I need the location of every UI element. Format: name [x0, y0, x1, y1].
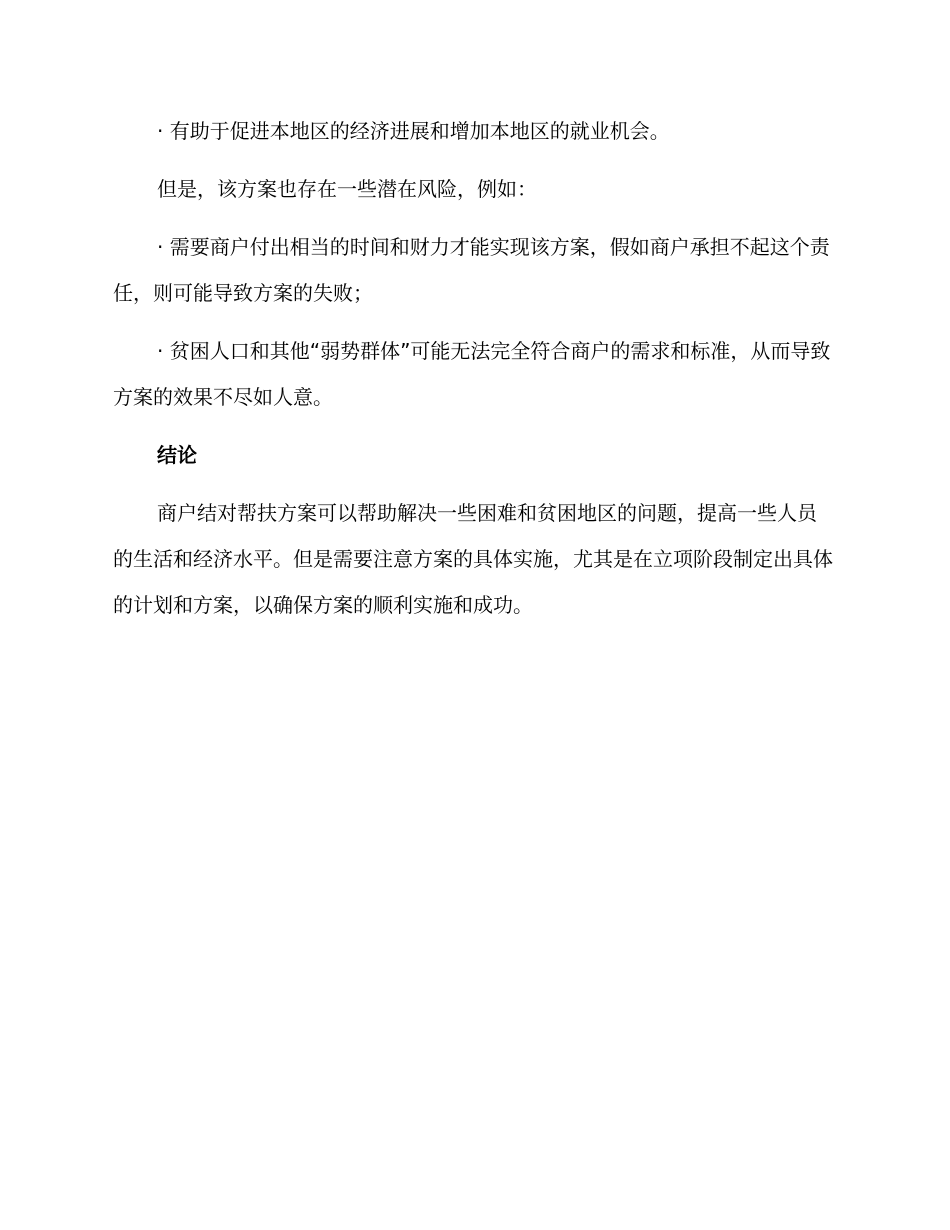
bullet-paragraph-risk-standards: · 贫困人口和其他“弱势群体”可能无法完全符合商户的需求和标准，从而导致方案的效果不尽如人意。 — [113, 339, 831, 409]
risk-intro-paragraph: 但是，该方案也存在一些潜在风险，例如： — [157, 177, 537, 201]
section-heading-conclusion: 结论 — [157, 443, 197, 467]
conclusion-paragraph: 商户结对帮扶方案可以帮助解决一些困难和贫困地区的问题，提高一些人员的生活和经济水平。但是需要注意方案的具体实施，尤其是在立项阶段制定出具体的计划和方案，以确保方案的顺利实施和成功。 — [113, 501, 833, 617]
bullet-paragraph-risk-cost: · 需要商户付出相当的时间和财力才能实现该方案，假如商户承担不起这个责任，则可能导致方案的失败； — [113, 235, 830, 305]
bullet-paragraph-benefit: · 有助于促进本地区的经济进展和增加本地区的就业机会。 — [157, 119, 670, 143]
document-body — [113, 108, 833, 640]
